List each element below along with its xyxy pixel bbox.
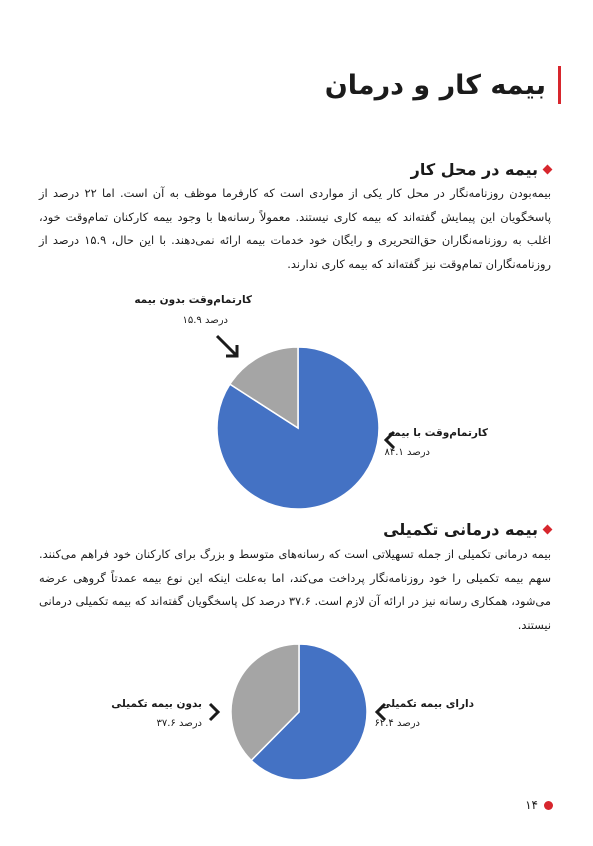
section-heading-workplace-insurance [411,160,551,179]
slice-value-label: ۳۷.۶ درصد [156,718,202,729]
chevron-right-icon [210,704,218,720]
pie-chart-supplementary-insurance [0,640,593,790]
page-title: بیمه کار و درمان [324,69,546,101]
bullet-diamond-icon [543,165,553,175]
page-number: ۱۴ [525,798,538,812]
section-paragraph-supplementary-insurance: بیمه درمانی تکمیلی از جمله تسهیلاتی است که رسانه‌های متوسط و بزرگ برای کارکنان خود فراهم می‌کنند. سهم بیمه تکمیلی را خود روزنامه‌نگار پرداخت می‌کند، اما به‌علت اینکه این نوع بیمه عمدتاً گروهی عرضه می‌شود، همکاری رسانه نیز در ارائه آن لازم است. ۳۷.۶ درصد کل پاسخگویان گفته‌اند که بیمه تکمیلی درمانی نیستند. [39,547,551,632]
page-dot-icon [544,801,553,810]
section-heading-text: بیمه درمانی تکمیلی [383,520,538,539]
slice-value-label: ۱۵.۹ درصد [182,315,228,326]
slice-label: کارتمام‌وقت با بیمه [387,427,488,439]
slice-label: بدون بیمه تکمیلی [111,698,202,710]
page-footer [525,798,553,812]
slice-label: کارتمام‌وقت بدون بیمه [134,294,252,306]
bullet-diamond-icon [543,525,553,535]
section-heading-supplementary-insurance [383,520,551,539]
arrow-down-right-icon [217,336,237,356]
title-block [325,66,561,104]
pie-chart-workplace-insurance [0,285,593,515]
slice-value-label: ۸۴.۱ درصد [384,447,430,458]
slice-label: دارای بیمه تکمیلی [380,698,474,710]
title-accent-bar [558,66,561,104]
section-heading-text: بیمه در محل کار [410,160,538,179]
section-paragraph-workplace-insurance: بیمه‌بودن روزنامه‌نگار در محل کار یکی از مواردی است که کارفرما موظف به آن است. اما ۲۲ درصد از پاسخگویان این پیمایش گفته‌اند که بیمه کاری نیستند. معمولاً رسانه‌ها با وجود بیمه کارکنان تمام‌وقت خود، اغلب به روزنامه‌نگاران حق‌التحریری و رایگان خود خدمات بیمه ارائه نمی‌دهند. با این حال، ۱۵.۹ درصد از روزنامه‌نگاران تمام‌وقت نیز گفته‌اند که بیمه کاری ندارند. [39,186,551,271]
slice-value-label: ۶۲.۴ درصد [374,718,420,729]
